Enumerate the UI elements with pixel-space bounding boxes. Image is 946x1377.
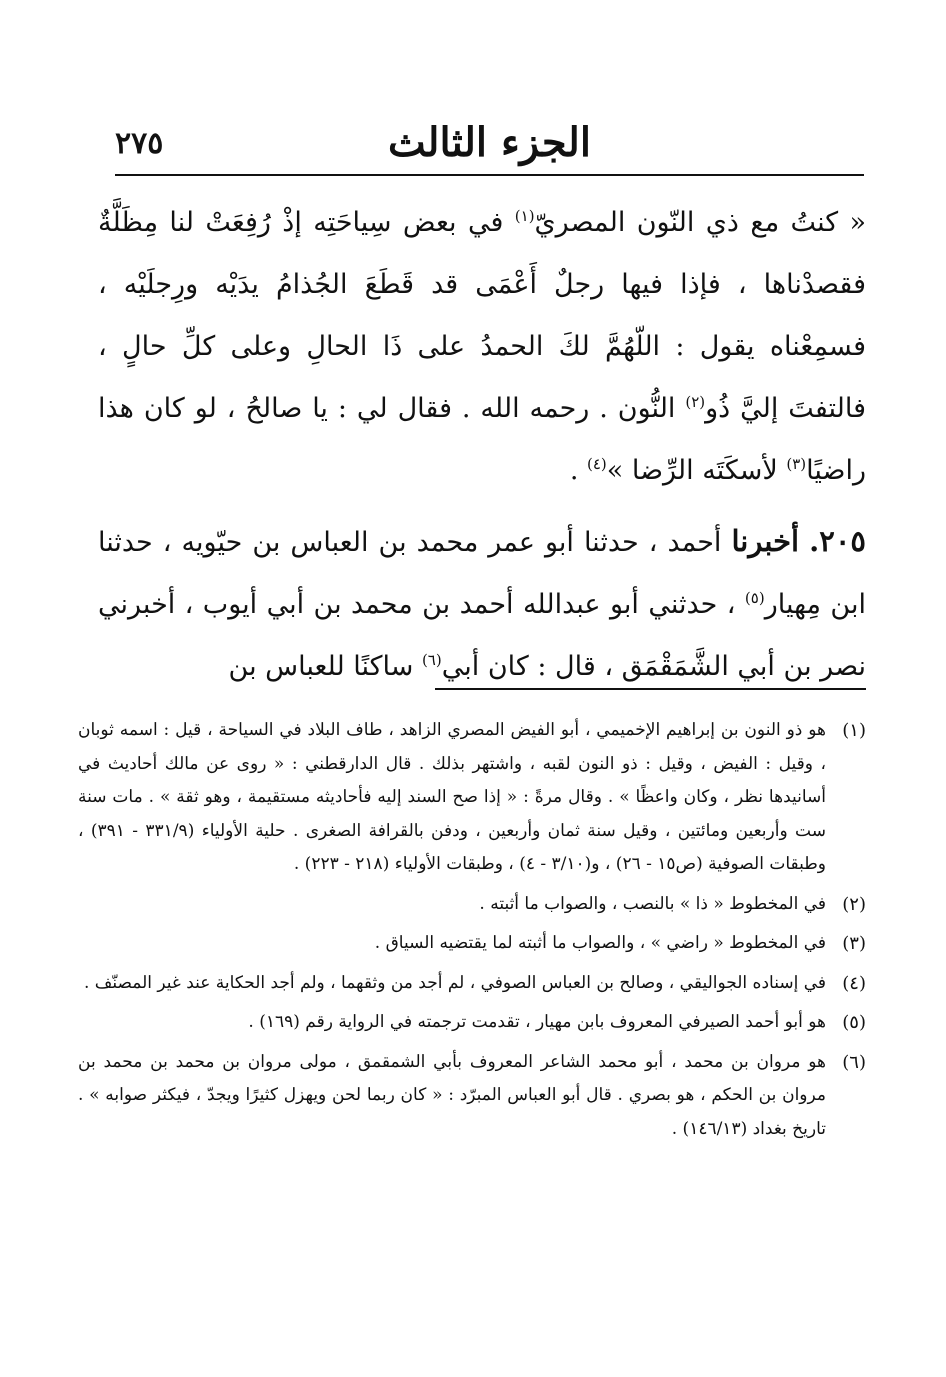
page-number: ٢٧٥ (115, 126, 164, 161)
footnote-ref-6: (٦) (421, 651, 442, 669)
footnote (78, 714, 866, 882)
footnote-text: هو أبو أحمد الصيرفي المعروف بابن مهيار ، تقدمت ترجمته في الرواية رقم (١٦٩) . (248, 1012, 826, 1032)
footnote-ref-5: (٥) (744, 589, 765, 607)
footnote-number: (١) (842, 720, 866, 741)
running-title: الجزء الثالث (388, 119, 591, 166)
footnotes (78, 714, 866, 1152)
footnote (78, 1046, 866, 1147)
footnote-text: هو مروان بن محمد ، أبو محمد الشاعر المعروف بأبي الشمقمق ، مولى مروان بن محمد بن محمد بن مروان بن الحكم ، هو بصري . قال أبو العباس المبرّد : « كان ربما لحن ويهزل كثيرًا ويجدّ ، فيكثر صوابه » . تاريخ بغداد (١٤٦/١٣) . (78, 1051, 826, 1139)
footnote-ref-4: (٤) (586, 455, 607, 473)
footnote (78, 888, 866, 922)
main-text (98, 192, 866, 698)
text-segment: أحمد ، حدثنا أبو عمر محمد بن العباس بن حيّويه ، حدثنا ابن مِهيار (98, 527, 866, 620)
footnote (78, 927, 866, 961)
footnote-text: في إسناده الجواليقي ، وصالح بن العباس الصوفي ، لم أجد من وثقهما ، ولم أجد الحكاية عند غير المصنّف . (83, 972, 826, 993)
footnote (78, 967, 866, 1001)
text-segment: « كنتُ مع ذي النّون المصريّ (534, 207, 866, 238)
text-segment: النُّون . رحمه الله . فقال لي : يا صالحُ ، لو كان هذا راضيًا (98, 393, 866, 486)
text-segment: لأسكَتَه الرِّضا » (606, 455, 787, 486)
footnote-ref-2: (٢) (685, 393, 706, 411)
footnote-text: في المخطوط « ذا » بالنصب ، والصواب ما أثبته . (479, 893, 826, 914)
footnote-number: (٢) (842, 893, 866, 915)
text-segment: في بعض سِياحَتِه إذْ رُفِعَتْ لنا مِظَلَّةٌ فقصدْناها ، فإذا فيها رجلٌ أَعْمَى قد قَطَعَ الجُذامُ يدَيْه ورِجلَيْه ، فسمِعْناه يقول : اللّهُمَّ لكَ الحمدُ على ذَا الحالِ وعلى كلِّ حالٍ ، فالتفتَ إليَّ ذُو (98, 207, 866, 424)
narration-number: ٢٠٥. (809, 524, 866, 558)
footnote-number: (٣) (842, 933, 866, 954)
narration-lead-word: أخبرنا (731, 524, 800, 558)
footnote-number: (٤) (842, 972, 866, 994)
paragraph-narration (98, 192, 866, 502)
footnote-ref-1: (١) (514, 207, 535, 225)
footnote-ref-3: (٣) (786, 455, 807, 473)
header-rule (115, 174, 864, 176)
page-header (115, 110, 864, 182)
footnote-number: (٦) (842, 1051, 866, 1073)
footnote-separator (435, 688, 866, 690)
footnote (78, 1006, 866, 1040)
footnote-text: هو ذو النون بن إبراهيم الإخميمي ، أبو الفيض المصري الزاهد ، طاف البلاد في السياحة ، قيل : اسمه ثوبان ، وقيل : الفيض ، وقيل : ذو النون لقبه ، واشتهر بذلك . قال الدارقطني : « روى عن مالك أحاديث في أسانيدها نظر ، وكان واعظًا » . وقال مرةً : « إذا صح السند إليه فأحاديثه مستقيمة ، وهو ثقة » . مات سنة ست وأربعين ومائتين ، وقيل سنة ثمان وأربعين ، ودفن بالقرافة الصغرى . حلية الأولياء (٣٣١/٩ - ٣٩١) ، وطبقات الصوفية (ص١٥ - ٢٦) ، و(٣/١٠ - ٤) ، وطبقات الأولياء (٢١٨ - ٢٢٣) . (78, 720, 827, 874)
footnote-text: في المخطوط « راضي » ، والصواب ما أثبته لما يقتضيه السياق . (374, 933, 826, 953)
text-segment: . (569, 455, 587, 486)
text-segment: ساكنًا للعباس بن (228, 651, 422, 682)
paragraph-205 (98, 510, 866, 698)
footnote-number: (٥) (842, 1012, 866, 1033)
text-segment: ، حدثني أبو عبدالله أحمد بن محمد بن أبي أيوب ، أخبرني نصر بن أبي الشَّمَقْمَق ، قال : كان أبي (98, 589, 866, 682)
